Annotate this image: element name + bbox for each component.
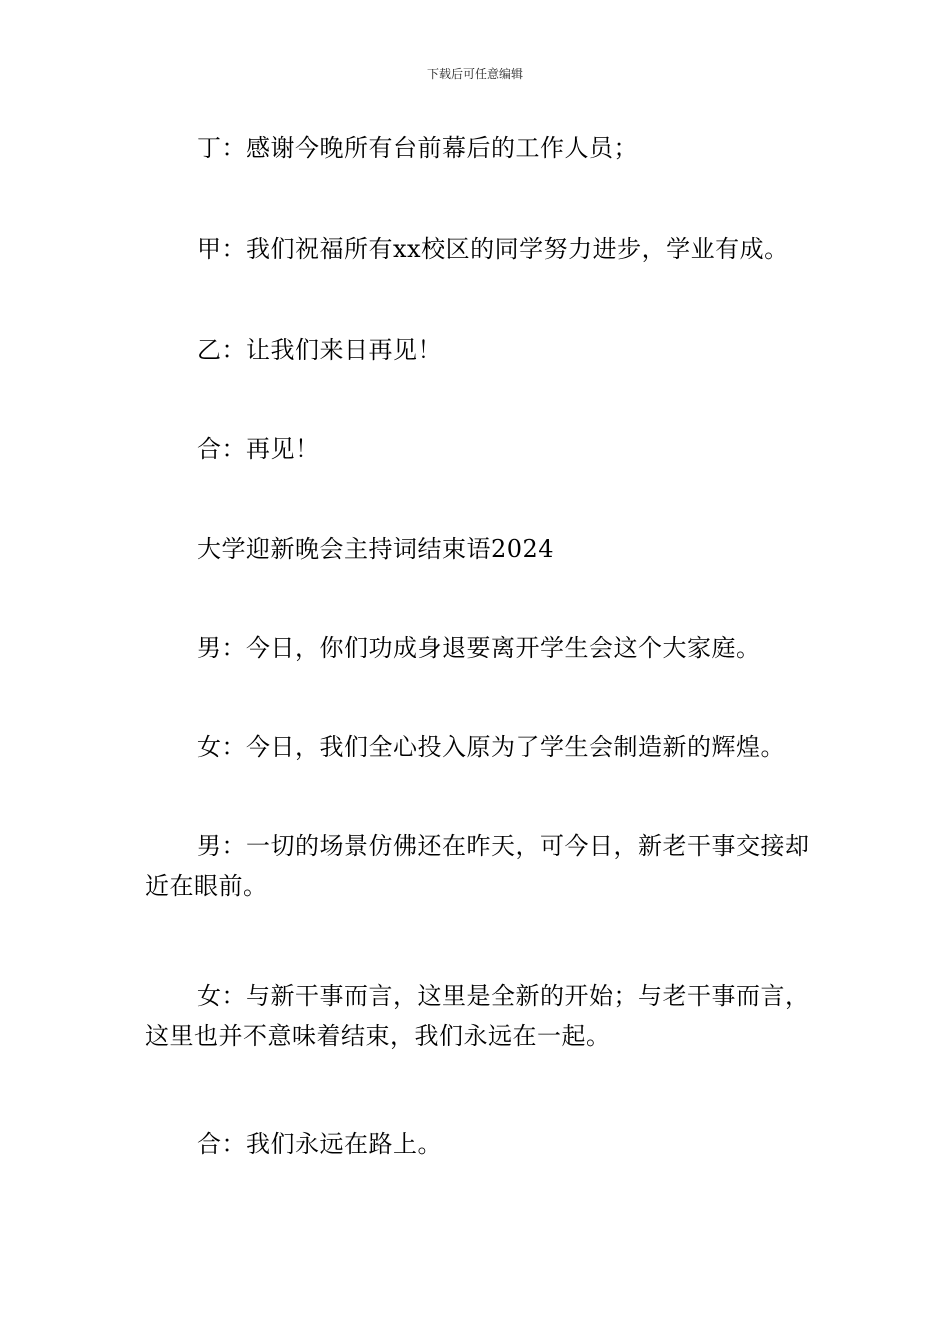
paragraph-4: 合：再见！ bbox=[197, 435, 320, 463]
paragraph-1: 丁：感谢今晚所有台前幕后的工作人员； bbox=[197, 134, 638, 162]
paragraph-9: 合：我们永远在路上。 bbox=[197, 1130, 442, 1158]
paragraph-7: 男：一切的场景仿佛还在昨天，可今日，新老干事交接却近在眼前。 bbox=[145, 832, 810, 900]
paragraph-6: 女：今日，我们全心投入原为了学生会制造新的辉煌。 bbox=[197, 733, 785, 761]
paragraph-8: 女：与新干事而言，这里是全新的开始；与老干事而言，这里也并不意味着结束，我们永远在一起。 bbox=[145, 982, 810, 1050]
section-title: 大学迎新晚会主持词结束语2024 bbox=[197, 535, 555, 563]
paragraph-2: 甲：我们祝福所有xx校区的同学努力进步，学业有成。 bbox=[197, 235, 789, 263]
paragraph-3: 乙：让我们来日再见！ bbox=[197, 336, 442, 364]
paragraph-5: 男：今日，你们功成身退要离开学生会这个大家庭。 bbox=[197, 634, 761, 662]
page-header: 下载后可任意编辑 bbox=[426, 67, 523, 81]
